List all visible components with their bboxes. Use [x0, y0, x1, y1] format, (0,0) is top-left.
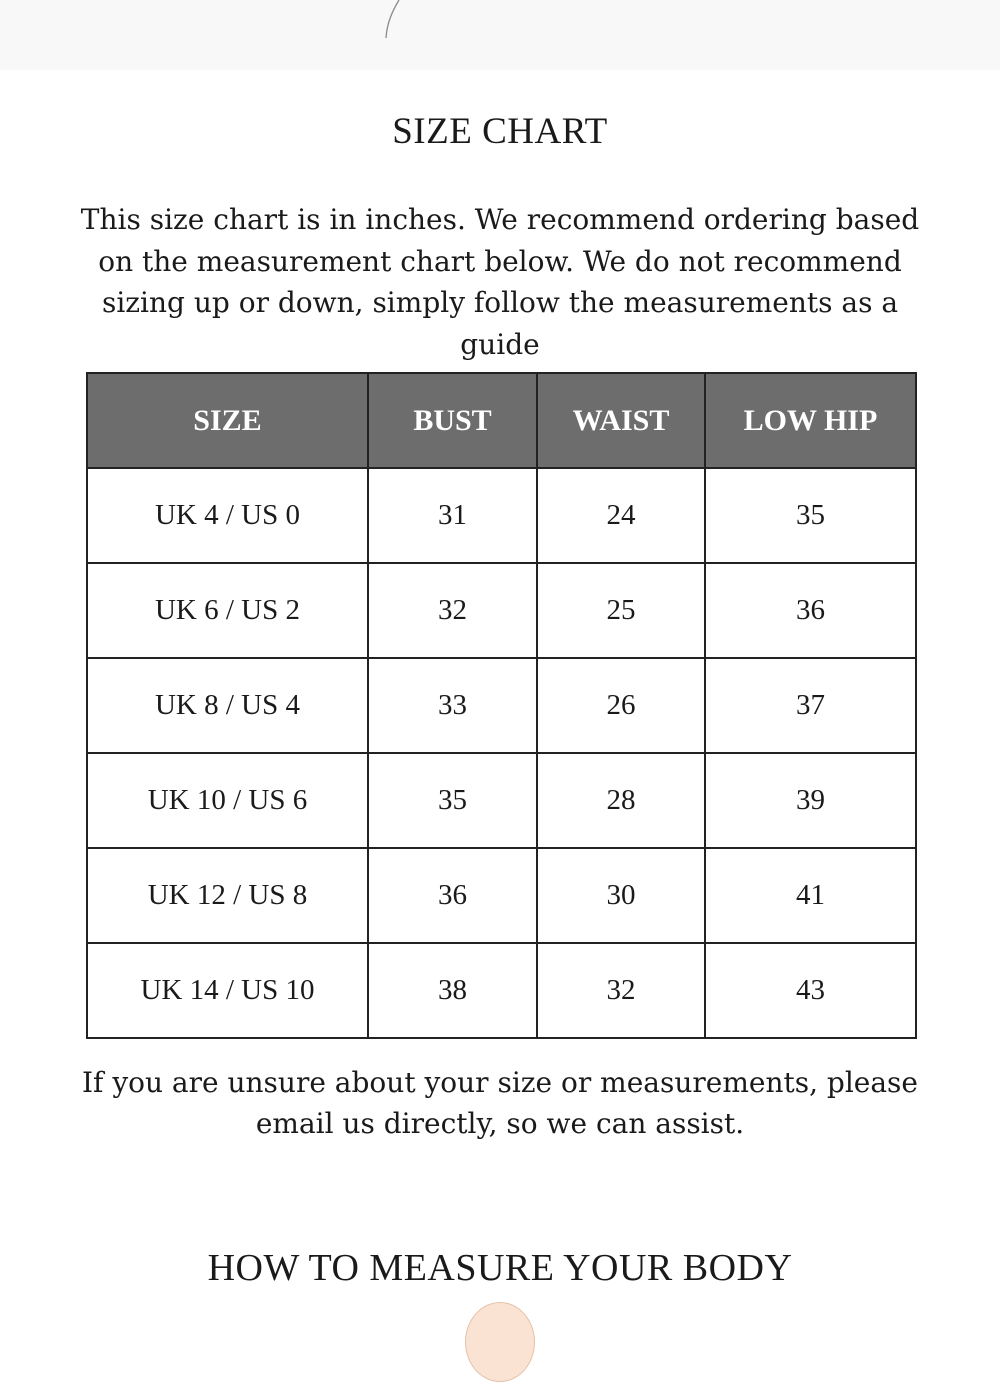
table-header-row [87, 373, 916, 468]
cell-waist: 25 [537, 563, 705, 658]
size-chart-table [86, 372, 917, 1039]
intro-text: This size chart is in inches. We recommend ordering based on the measurement chart below. We do not recommend sizing up or down, simply follow the measurements as a guide [80, 203, 920, 361]
cell-bust: 33 [368, 658, 537, 753]
top-illustration-band [0, 0, 1000, 70]
table-row [87, 563, 916, 658]
header-bust: BUST [368, 373, 537, 468]
table-row [87, 468, 916, 563]
cell-bust: 38 [368, 943, 537, 1038]
table-row [87, 753, 916, 848]
cell-bust: 32 [368, 563, 537, 658]
cell-waist: 28 [537, 753, 705, 848]
how-to-measure-heading: HOW TO MEASURE YOUR BODY [207, 1247, 793, 1289]
assistance-note: If you are unsure about your size or measurements, please email us directly, so we can assist. [82, 1066, 918, 1140]
page-title: SIZE CHART [392, 111, 608, 152]
cell-bust: 35 [368, 753, 537, 848]
cell-low-hip: 39 [705, 753, 916, 848]
cell-size: UK 6 / US 2 [87, 563, 368, 658]
cell-size: UK 8 / US 4 [87, 658, 368, 753]
cell-waist: 24 [537, 468, 705, 563]
cell-low-hip: 41 [705, 848, 916, 943]
cell-low-hip: 43 [705, 943, 916, 1038]
table-row [87, 658, 916, 753]
cell-low-hip: 36 [705, 563, 916, 658]
cell-bust: 36 [368, 848, 537, 943]
cell-bust: 31 [368, 468, 537, 563]
cell-waist: 30 [537, 848, 705, 943]
cell-size: UK 4 / US 0 [87, 468, 368, 563]
table-row [87, 943, 916, 1038]
body-figure-head-illustration [465, 1302, 535, 1382]
cell-size: UK 14 / US 10 [87, 943, 368, 1038]
header-low-hip: LOW HIP [705, 373, 916, 468]
cell-waist: 26 [537, 658, 705, 753]
header-size: SIZE [87, 373, 368, 468]
header-waist: WAIST [537, 373, 705, 468]
table-row [87, 848, 916, 943]
sketch-line-icon [375, 0, 415, 42]
cell-low-hip: 37 [705, 658, 916, 753]
cell-size: UK 10 / US 6 [87, 753, 368, 848]
cell-waist: 32 [537, 943, 705, 1038]
cell-low-hip: 35 [705, 468, 916, 563]
cell-size: UK 12 / US 8 [87, 848, 368, 943]
